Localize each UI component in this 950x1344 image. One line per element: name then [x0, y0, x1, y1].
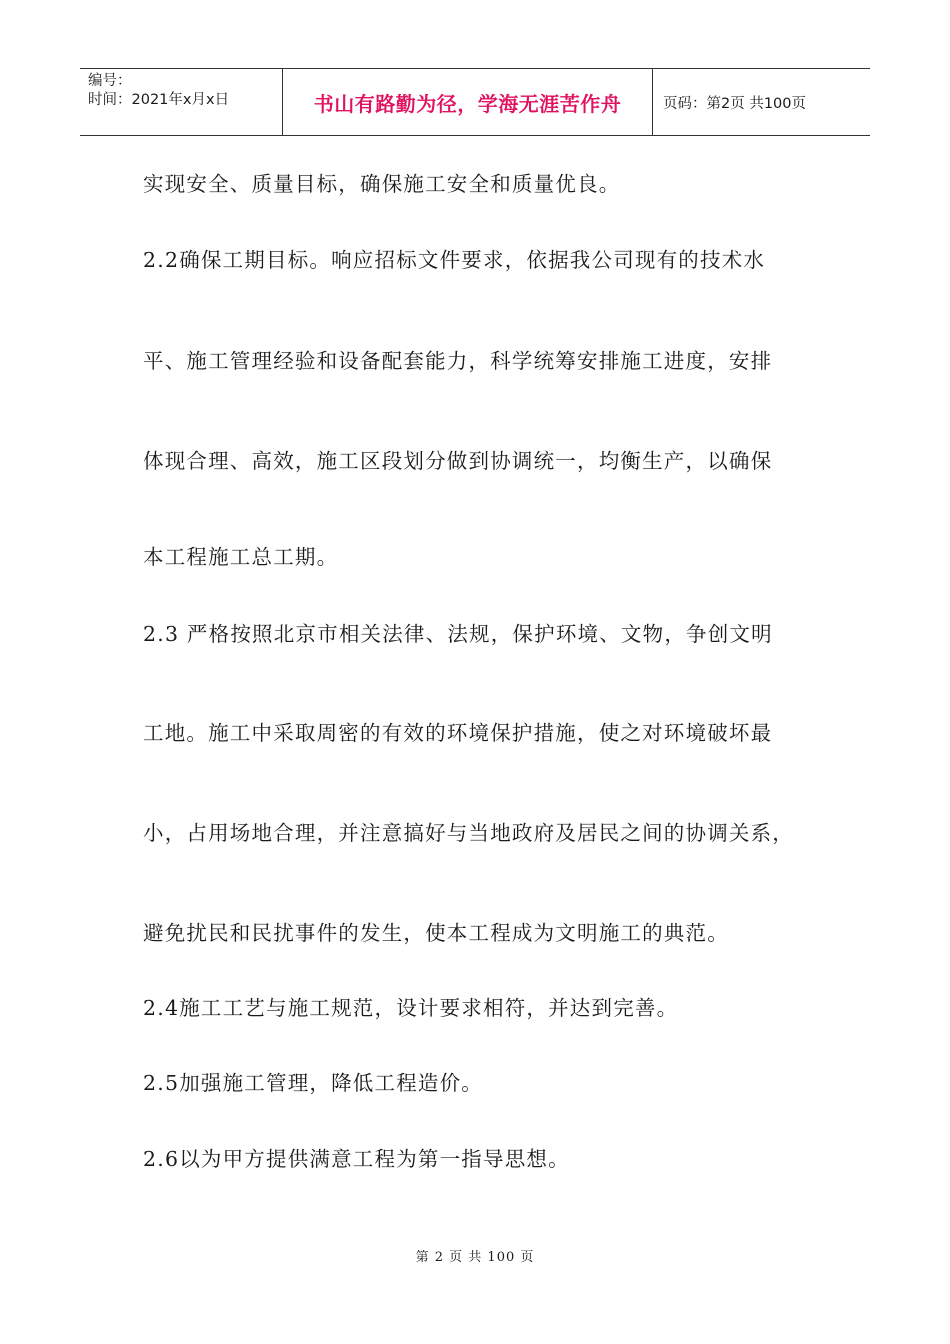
body-line: 2.2确保工期目标。响应招标文件要求，依据我公司现有的技术水 — [143, 248, 766, 272]
header-motto: 书山有路勤为径，学海无涯苦作舟 — [283, 69, 653, 135]
body-line: 体现合理、高效，施工区段划分做到协调统一，均衡生产，以确保 — [143, 449, 773, 473]
body-line: 平、施工管理经验和设备配套能力，科学统筹安排施工进度，安排 — [143, 349, 773, 373]
body-line: 实现安全、质量目标，确保施工安全和质量优良。 — [143, 172, 621, 196]
header-meta — [80, 69, 283, 135]
doc-number-label: 编号： — [88, 73, 132, 89]
body-line: 2.4施工工艺与施工规范，设计要求相符，并达到完善。 — [143, 996, 679, 1020]
body-line: 2.6以为甲方提供满意工程为第一指导思想。 — [143, 1147, 570, 1171]
body-line: 工地。施工中采取周密的有效的环境保护措施，使之对环境破坏最 — [143, 721, 773, 745]
body-line: 2.3 严格按照北京市相关法律、法规，保护环境、文物，争创文明 — [143, 622, 773, 646]
body-line: 本工程施工总工期。 — [143, 545, 339, 569]
body-line: 避免扰民和民扰事件的发生，使本工程成为文明施工的典范。 — [143, 921, 729, 945]
body-line: 小，占用场地合理，并注意搞好与当地政府及居民之间的协调关系， — [143, 821, 794, 845]
page-header — [80, 68, 870, 136]
header-page-info: 页码：第2页 共100页 — [663, 95, 807, 112]
body-line: 2.5加强施工管理，降低工程造价。 — [143, 1071, 484, 1095]
page-footer: 第 2 页 共 100 页 — [415, 1250, 535, 1265]
doc-date: 时间：2021年x月x日 — [88, 92, 230, 108]
